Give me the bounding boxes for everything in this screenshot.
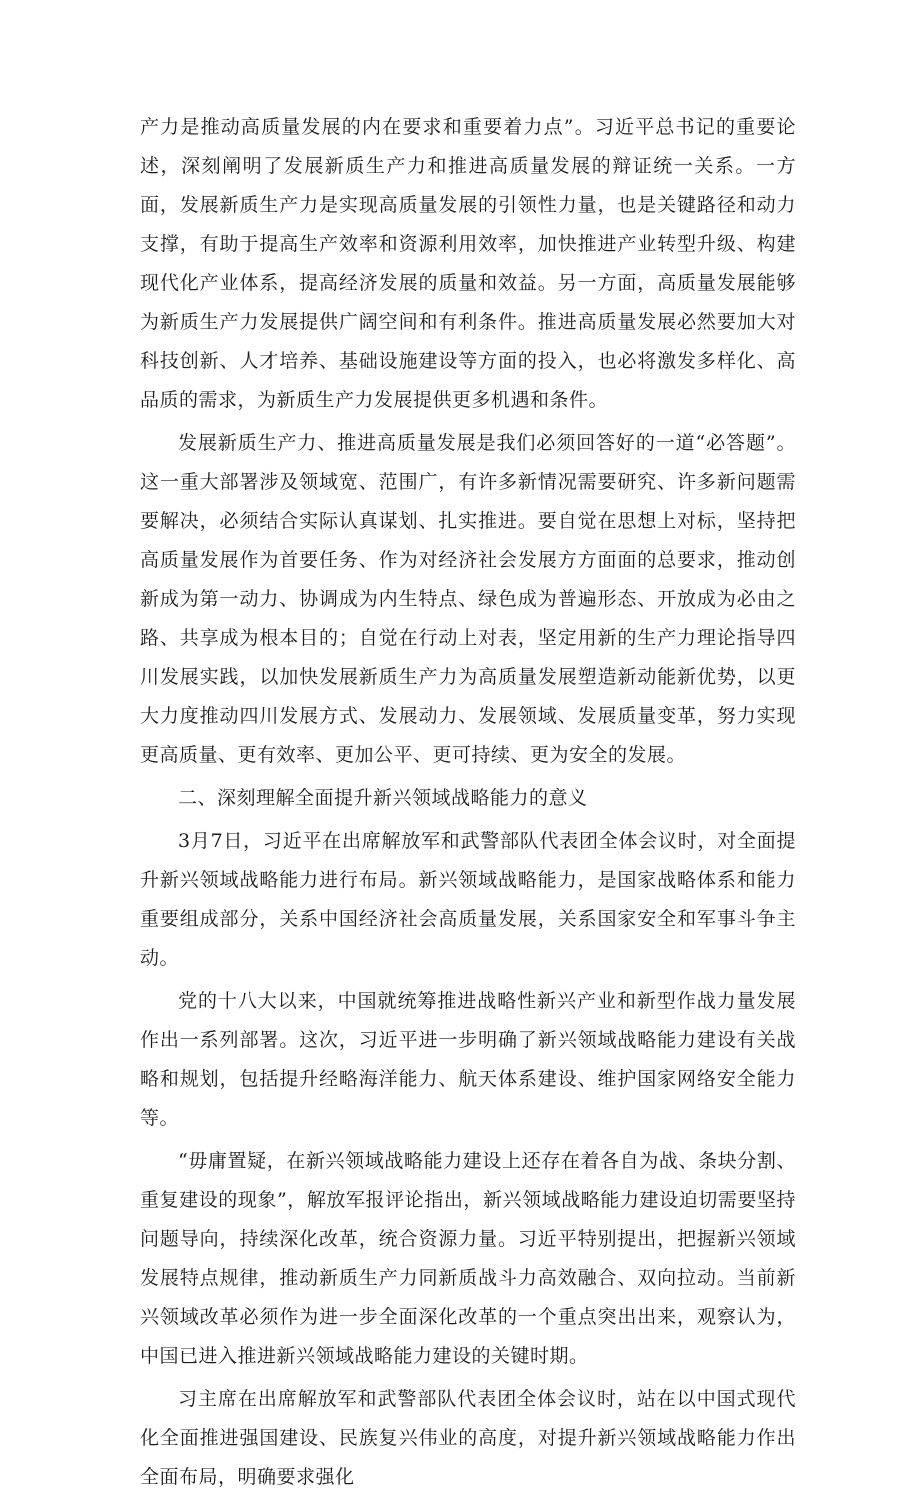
paragraph-3: 3月7日，习近平在出席解放军和武警部队代表团全体会议时，对全面提升新兴领域战略能力进行布局。新兴领域战略能力，是国家战略体系和能力重要组成部分，关系中国经济社会高质量发展，关系国家安全和军事斗争主动。 (140, 830, 796, 969)
document-page (140, 108, 796, 1501)
paragraph-6: 习主席在出席解放军和武警部队代表团全体会议时，站在以中国式现代化全面推进强国建设、民族复兴伟业的高度，对提升新兴领域战略能力作出全面布局，明确要求强化 (140, 1388, 796, 1488)
paragraph-1: 产力是推动高质量发展的内在要求和重要着力点”。习近平总书记的重要论述，深刻阐明了发展新质生产力和推进高质量发展的辩证统一关系。一方面，发展新质生产力是实现高质量发展的引领性力量，也是关键路径和动力支撑，有助于提高生产效率和资源利用效率，加快推进产业转型升级、构建现代化产业体系，提高经济发展的质量和效益。另一方面，高质量发展能够为新质生产力发展提供广阔空间和有利条件。推进高质量发展必然要加大对科技创新、人才培养、基础设施建设等方面的投入，也必将激发多样化、高品质的需求，为新质生产力发展提供更多机遇和条件。 (140, 116, 796, 411)
section-heading: 二、深刻理解全面提升新兴领域战略能力的意义 (178, 787, 588, 809)
paragraph-5: “毋庸置疑，在新兴领域战略能力建设上还存在着各自为战、条块分割、重复建设的现象”，解放军报评论指出，新兴领域战略能力建设迫切需要坚持问题导向，持续深化改革，统合资源力量。习近平特别提出，把握新兴领域发展特点规律，推动新质生产力同新质战斗力高效融合、双向拉动。当前新兴领域改革必须作为进一步全面深化改革的一个重点突出出来，观察认为，中国已进入推进新兴领域战略能力建设的关键时期。 (140, 1150, 796, 1367)
paragraph-4: 党的十八大以来，中国就统筹推进战略性新兴产业和新型作战力量发展作出一系列部署。这次，习近平进一步明确了新兴领域战略能力建设有关战略和规划，包括提升经略海洋能力、航天体系建设、维护国家网络安全能力等。 (140, 990, 796, 1129)
paragraph-2: 发展新质生产力、推进高质量发展是我们必须回答好的一道“必答题”。这一重大部署涉及领域宽、范围广，有许多新情况需要研究、许多新问题需要解决，必须结合实际认真谋划、扎实推进。要自觉在思想上对标，坚持把高质量发展作为首要任务、作为对经济社会发展方方面面的总要求，推动创新成为第一动力、协调成为内生特点、绿色成为普遍形态、开放成为必由之路、共享成为根本目的；自觉在行动上对表，坚定用新的生产力理论指导四川发展实践，以加快发展新质生产力为高质量发展塑造新动能新优势，以更大力度推动四川发展方式、发展动力、发展领域、发展质量变革，努力实现更高质量、更有效率、更加公平、更可持续、更为安全的发展。 (140, 432, 796, 766)
